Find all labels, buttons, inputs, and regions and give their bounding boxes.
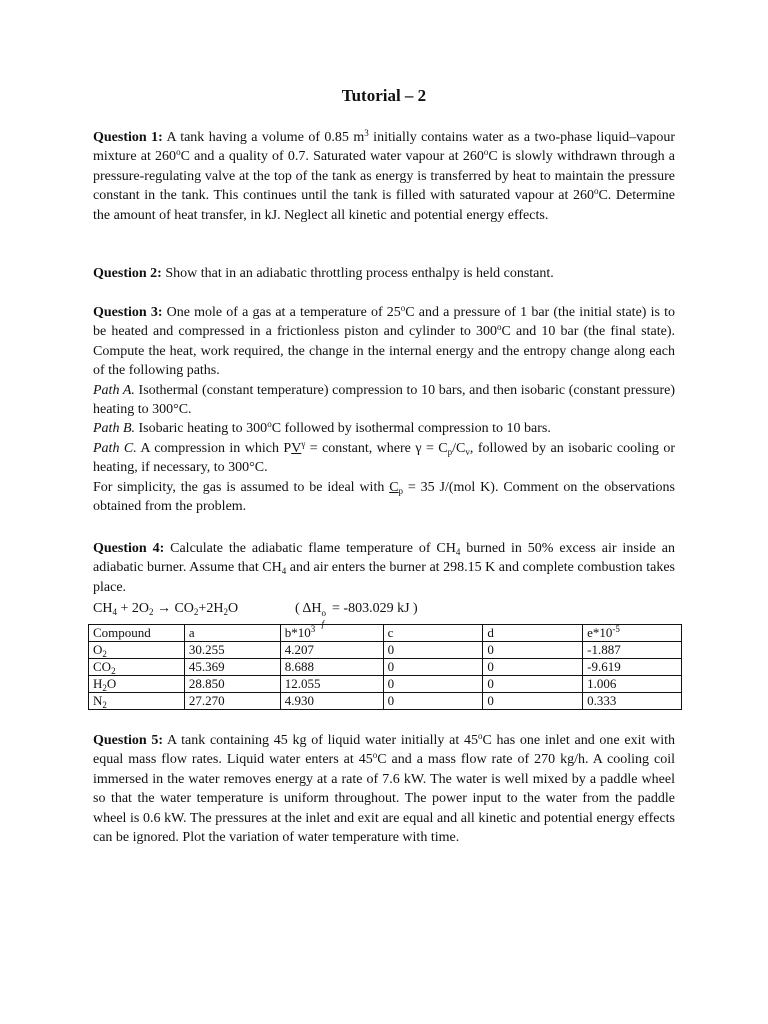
question-5-text: C and a mass flow rate of 270 kg/h. A cooling coil immersed in the water removes energy at a rate of 7.6 kW. The water is well mixed by a paddle wheel so that the water temperature is uniform throughout. The power input to the water from the paddle wheel is 0.6 kW. The pressures at the inlet and exit are equal and all kinetic and potential energy effects can be ignored. Plot the variation of water temperature with time. — [93, 752, 675, 846]
superscript-3: 3 — [364, 128, 369, 138]
volume-symbol: V — [291, 440, 302, 456]
table-cell: 0 — [483, 659, 583, 676]
compound-sub: 2 — [102, 649, 107, 659]
question-3-text: One mole of a gas at a temperature of 25 — [162, 305, 401, 320]
table-cell: 0 — [483, 642, 583, 659]
col-header-text: Compound — [93, 625, 151, 640]
eq-part: ( ΔH — [295, 601, 322, 616]
col-header-text: c — [387, 625, 394, 640]
table-cell: 8.688 — [280, 659, 383, 676]
col-header — [89, 625, 185, 642]
question-2-text: Show that in an adiabatic throttling process enthalpy is held constant. — [161, 266, 554, 281]
degree-mark: o — [372, 750, 378, 761]
page-title: Tutorial – 2 — [341, 86, 427, 105]
table-cell: 12.055 — [280, 676, 383, 693]
question-5-label: Question 5: — [93, 733, 164, 748]
cp-c: C — [389, 479, 399, 495]
compound-cell — [89, 693, 185, 710]
table-cell: 0 — [383, 676, 483, 693]
eq-part: CH — [93, 601, 113, 616]
gamma-symbol: γ — [415, 440, 422, 456]
degree-mark: o — [400, 303, 406, 313]
subscript-p: p — [447, 446, 453, 457]
compound-base: N — [93, 693, 103, 708]
question-3-label: Question 3: — [93, 305, 163, 320]
compound-sub: 2 — [102, 700, 107, 710]
question-4-text: Calculate the adiabatic flame temperature of CH — [164, 541, 456, 556]
dh-sup: o — [321, 608, 327, 618]
col-header — [184, 625, 280, 642]
degree-mark: o — [483, 147, 489, 158]
table-cell: 0 — [383, 659, 483, 676]
col-header — [280, 625, 383, 642]
col-header — [583, 625, 682, 642]
subscript-p: p — [398, 485, 404, 496]
degree-mark: o — [497, 322, 502, 333]
path-c-text: A compression in which P — [136, 440, 292, 456]
path-b-label: Path B. — [93, 421, 135, 437]
compound-cell — [89, 659, 185, 676]
simplicity-text: For simplicity, the gas is assumed to be ideal with — [93, 479, 390, 495]
table-cell: 28.850 — [184, 676, 280, 693]
path-a-label: Path A. — [93, 382, 135, 398]
table-cell: 27.270 — [184, 693, 280, 710]
dh-sub: f — [321, 619, 325, 629]
col-header — [483, 625, 583, 642]
question-5-text: A tank containing 45 kg of liquid water initially at 45 — [163, 733, 478, 748]
question-3-text: C and 10 bar (the final state). Compute the heat, work required, the change in the internal energy and the entropy change along each of the following paths. — [93, 324, 675, 379]
question-1-text: C is slowly withdrawn through a pressure-regulating valve at the top of the tank as energy is transferred by heat to maintain the pressure constant in the tank. This continues until the tank is filled with saturated vapour at 260 — [93, 149, 676, 204]
path-c-text: = C — [421, 440, 448, 456]
table-cell: -1.887 — [583, 642, 682, 659]
path-b-text: C followed by isothermal compression to 10 bars. — [271, 421, 551, 437]
path-c-text: /C — [452, 440, 466, 456]
path-b-text: Isobaric heating to 300 — [135, 421, 268, 437]
question-1-text: C and a quality of 0.7. Saturated water vapour at 260 — [180, 149, 484, 165]
cp-symbol — [389, 480, 403, 495]
table-cell: 45.369 — [184, 659, 280, 676]
degree-mark: o — [176, 147, 181, 158]
col-header-sup: 3 — [310, 624, 316, 634]
question-3-text: C and a pressure of 1 bar (the initial state) is to be heated and compressed in a frictionless piston and cylinder to 300 — [93, 305, 675, 340]
subscript-v: v — [465, 446, 470, 457]
degree-mark: o — [593, 186, 599, 197]
table-row — [89, 693, 682, 710]
table-row — [89, 676, 682, 693]
degree-mark: o — [267, 419, 272, 430]
col-header-text: d — [487, 625, 494, 640]
table-cell: 0.333 — [583, 693, 682, 710]
question-4 — [93, 539, 675, 597]
question-3 — [93, 303, 675, 516]
question-1 — [93, 128, 675, 225]
question-5-text: C has one inlet and one exit with equal mass flow rates. Liquid water enters at 45 — [93, 733, 675, 768]
compound-cell — [89, 642, 185, 659]
col-header — [383, 625, 483, 642]
eq-sub: 2 — [148, 607, 154, 617]
question-2 — [93, 264, 675, 283]
compound-base: CO — [93, 659, 112, 674]
eq-part: + 2O — [116, 601, 149, 616]
question-4-text: and air enters the burner at 298.15 K and complete combustion takes place. — [93, 560, 675, 595]
table-row — [89, 659, 682, 676]
col-header-text: b*10 — [284, 625, 311, 640]
question-2-label: Question 2: — [93, 266, 162, 281]
eq-sub: 2 — [193, 607, 199, 617]
eq-part: CO — [174, 601, 194, 616]
heat-capacity-table — [88, 624, 682, 710]
table-cell: 0 — [483, 676, 583, 693]
gamma-superscript: γ — [301, 438, 306, 449]
path-c-text: = constant, where — [305, 440, 416, 456]
eq-sub: 4 — [112, 607, 117, 617]
table-cell: 4.930 — [280, 693, 383, 710]
combustion-equation — [93, 600, 418, 629]
question-1-label: Question 1: — [93, 130, 163, 145]
table-cell: 0 — [383, 693, 483, 710]
compound-rest: O — [106, 676, 117, 691]
table-cell: 1.006 — [583, 676, 682, 693]
eq-part: O — [227, 601, 239, 616]
question-1-text: initially contains water as a two-phase liquid–vapour mixture at 260 — [93, 130, 676, 165]
col-header-text: e*10 — [587, 625, 613, 640]
table-row — [89, 642, 682, 659]
compound-cell — [89, 676, 185, 693]
question-4-text: burned in 50% excess air inside an adiabatic burner. Assume that CH — [93, 541, 675, 576]
table-header-row — [89, 625, 682, 642]
table-cell: -9.619 — [583, 659, 682, 676]
subscript-4: 4 — [455, 547, 461, 557]
path-c-text: , followed by an isobaric cooling or heating, if necessary, to 300°C. — [93, 440, 675, 476]
col-header-sup: -5 — [612, 624, 620, 634]
col-header-text: a — [188, 625, 195, 640]
table-cell: 0 — [383, 642, 483, 659]
simplicity-text: = 35 J/(mol K). Comment on the observations obtained from the problem. — [93, 479, 675, 515]
compound-sub: 2 — [102, 683, 107, 693]
eq-part: +2H — [198, 601, 224, 616]
table-cell: 0 — [483, 693, 583, 710]
question-1-text: C. Determine the amount of heat transfer, in kJ. Neglect all kinetic and potential energy effects. — [93, 188, 676, 223]
path-a-text: Isothermal (constant temperature) compression to 10 bars, and then isobaric (constant pressure) heating to 300°C. — [93, 382, 675, 418]
eq-sub: 2 — [223, 607, 228, 617]
eq-part: = -803.029 kJ ) — [328, 601, 418, 616]
question-1-text: A tank having a volume of 0.85 m — [162, 130, 365, 145]
table-cell: 4.207 — [280, 642, 383, 659]
question-5 — [93, 731, 675, 847]
arrow-icon: → — [153, 601, 175, 616]
table-cell: 30.255 — [184, 642, 280, 659]
compound-sub: 2 — [111, 666, 116, 676]
compound-base: H — [93, 676, 103, 691]
question-4-label: Question 4: — [93, 541, 165, 556]
path-c-label: Path C. — [93, 440, 137, 456]
subscript-4: 4 — [281, 566, 287, 577]
degree-mark: o — [477, 731, 483, 741]
compound-base: O — [93, 642, 103, 657]
enthalpy-of-formation — [295, 600, 418, 629]
